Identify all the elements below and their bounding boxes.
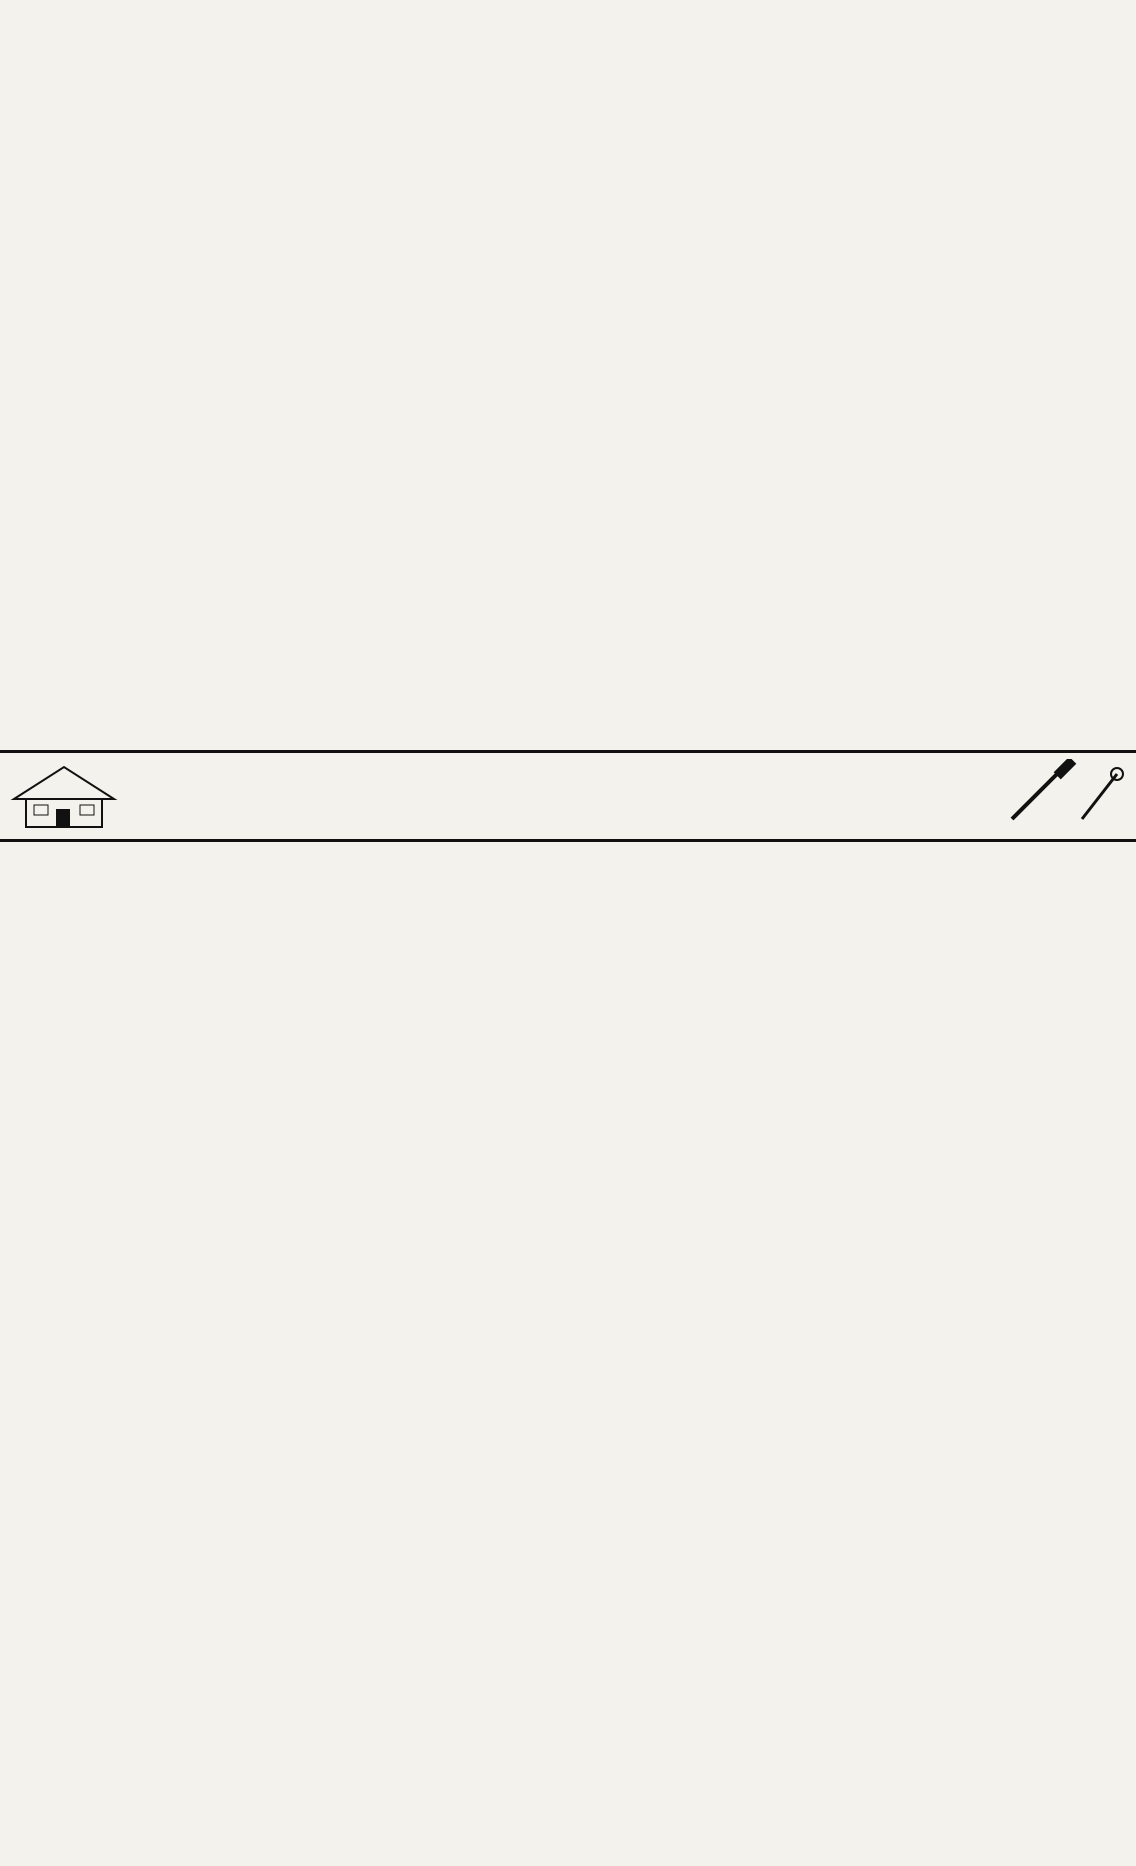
house-illustration-icon bbox=[4, 759, 144, 829]
service-directory bbox=[6, 842, 1130, 1854]
masthead bbox=[6, 3, 1130, 17]
classified-columns bbox=[6, 18, 1130, 718]
home-service-guide-banner bbox=[0, 750, 1136, 842]
tools-illustration-icon bbox=[992, 759, 1132, 829]
